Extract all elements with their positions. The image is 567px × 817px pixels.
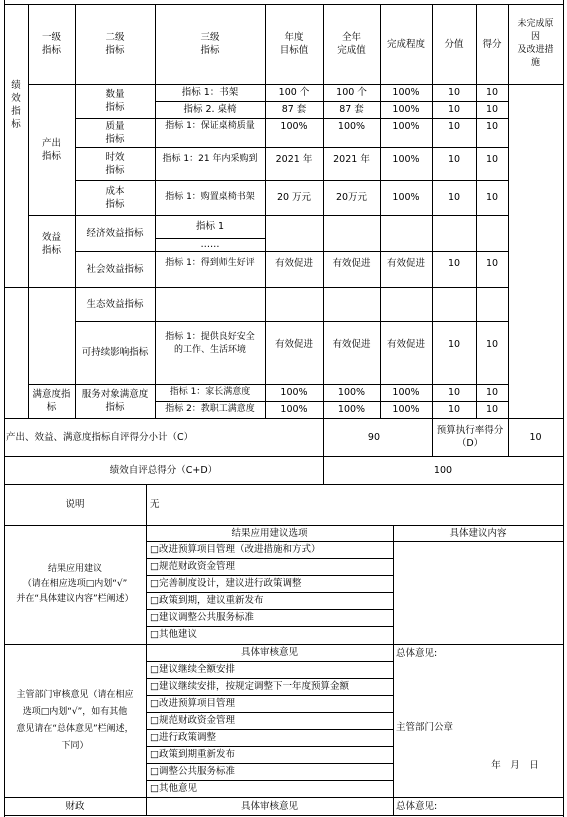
header-score: 分值 xyxy=(444,38,464,50)
row-sat2-indicator: 指标 2：教职工满意度 xyxy=(165,404,255,414)
suggestion-option[interactable]: □完善制度设计，建议进行政策调整 xyxy=(150,578,302,589)
row-q2-done: 100% xyxy=(392,104,420,115)
finance-label: 财政 xyxy=(65,800,85,812)
row-q1-score: 10 xyxy=(447,87,461,98)
row-sustain-score: 10 xyxy=(447,338,461,350)
level2-ecological: 生态效益指标 xyxy=(86,298,144,310)
level2-social: 社会效益指标 xyxy=(86,263,144,275)
row-sat2-done: 100% xyxy=(392,404,420,415)
grid-line xyxy=(563,0,564,817)
row-q1-actual: 100 个 xyxy=(336,87,367,98)
row-q1-done: 100% xyxy=(392,87,420,98)
group-satisfaction: 满意度指 标 xyxy=(32,389,71,413)
row-sat1-done: 100% xyxy=(392,387,420,398)
row-quality-got: 10 xyxy=(485,121,499,132)
row-cost-target: 20 万元 xyxy=(276,192,312,203)
row-q1-got: 10 xyxy=(485,87,499,98)
review-option[interactable]: □进行政策调整 xyxy=(150,732,216,743)
row-quality-actual: 100% xyxy=(337,121,366,132)
row-social-got: 10 xyxy=(485,257,499,269)
header-annual-target: 年度 目标值 xyxy=(279,32,309,56)
budget-execution-label: 预算执行率得分 （D） xyxy=(436,425,504,449)
row-cost-done: 100% xyxy=(392,192,420,203)
suggestion-options-title: 结果应用建议选项 xyxy=(231,527,308,539)
finance-title: 具体审核意见 xyxy=(240,800,298,812)
subtotal-value: 90 xyxy=(367,431,380,443)
review-option[interactable]: □规范财政资金管理 xyxy=(150,715,235,726)
level2-cost: 成本 指标 xyxy=(105,185,125,210)
level2-service: 服务对象满意度 指标 xyxy=(81,389,149,413)
row-quality-done: 100% xyxy=(392,121,420,132)
row-quality-indicator: 指标 1：保证桌椅质量 xyxy=(165,121,255,131)
level2-sustainable: 可持续影响指标 xyxy=(81,347,149,358)
subtotal-label: 产出、效益、满意度指标自评得分小计（C） xyxy=(6,431,194,443)
header-reason: 未完成原 因 及改进措 施 xyxy=(517,19,554,68)
review-option[interactable]: □调整公共服务标准 xyxy=(150,766,235,777)
row-econ1-indicator: 指标 1 xyxy=(195,221,225,232)
group-output: 产出 指标 xyxy=(41,137,61,162)
row-sustain-actual: 有效促进 xyxy=(332,338,371,350)
row-sat2-actual: 100% xyxy=(337,404,366,415)
level2-quantity: 数量 指标 xyxy=(105,89,125,113)
row-cost-got: 10 xyxy=(485,192,499,203)
level2-economic: 经济效益指标 xyxy=(86,227,144,239)
suggestion-option[interactable]: □其他建议 xyxy=(150,629,197,640)
group-benefit: 效益 指标 xyxy=(41,232,61,256)
review-option[interactable]: □建议继续全额安排 xyxy=(150,664,235,675)
note-label: 说明 xyxy=(65,499,85,510)
grid-line xyxy=(393,525,394,815)
budget-execution-value: 10 xyxy=(529,431,542,443)
suggestion-content-title: 具体建议内容 xyxy=(449,527,507,539)
level1-label: 绩 效 指 标 xyxy=(11,80,21,130)
header-level3: 三级 指标 xyxy=(200,32,220,56)
review-option[interactable]: □建议继续安排，按规定调整下一年度预算金额 xyxy=(150,681,349,692)
review-title: 具体审核意见 xyxy=(240,647,298,658)
row-q2-target: 87 套 xyxy=(281,104,307,115)
row-q2-got: 10 xyxy=(485,104,499,115)
level2-quality: 质量 指标 xyxy=(105,120,125,145)
review-stamp: 主管部门公章 xyxy=(396,721,454,733)
row-time-got: 10 xyxy=(485,154,499,165)
row-q2-actual: 87 套 xyxy=(339,104,364,115)
suggestion-option[interactable]: □建议调整公共服务标准 xyxy=(150,612,254,623)
header-full-year-value: 全年 完成值 xyxy=(337,32,366,56)
level2-timeliness: 时效 指标 xyxy=(105,151,125,176)
row-social-target: 有效促进 xyxy=(274,257,313,269)
row-quality-target: 100% xyxy=(280,121,308,132)
header-level1: 一级 指标 xyxy=(41,32,61,56)
row-q2-score: 10 xyxy=(447,104,461,115)
suggestion-option[interactable]: □规范财政资金管理 xyxy=(150,561,235,572)
row-econ2-indicator: …… xyxy=(200,239,220,250)
header-obtained: 得分 xyxy=(482,38,502,50)
finance-overall: 总体意见: xyxy=(396,800,438,812)
row-time-indicator: 指标 1：21 年内采购到 xyxy=(162,154,258,164)
row-cost-indicator: 指标 1：购置桌椅书架 xyxy=(165,192,255,202)
row-q1-indicator: 指标 1：书架 xyxy=(181,87,239,98)
suggestion-label: 结果应用建议 （请在相应选项□内划“√” 并在“具体建议内容”栏阐述） xyxy=(16,564,134,604)
row-sat2-target: 100% xyxy=(280,404,308,415)
header-completion: 完成程度 xyxy=(386,38,425,50)
row-social-score: 10 xyxy=(447,257,461,269)
review-label: 主管部门审核意见（请在相应 选项□内划“√”，如有其他 意见请在“总体意见”栏阐述， 下同） xyxy=(16,689,134,751)
row-sat1-indicator: 指标 1：家长满意度 xyxy=(169,387,251,397)
total-label: 绩效自评总得分（C+D） xyxy=(109,464,218,476)
review-date: 年 月 日 xyxy=(491,759,539,771)
row-social-done: 有效促进 xyxy=(386,257,425,269)
row-q1-target: 100 个 xyxy=(278,87,310,98)
row-social-actual: 有效促进 xyxy=(332,257,371,269)
review-overall: 总体意见: xyxy=(396,647,438,659)
row-cost-score: 10 xyxy=(447,192,461,203)
header-level2: 二级 指标 xyxy=(105,32,125,56)
row-sustain-got: 10 xyxy=(485,338,499,350)
row-sat1-score: 10 xyxy=(447,387,461,398)
row-sat1-got: 10 xyxy=(485,387,499,398)
row-time-score: 10 xyxy=(447,154,461,165)
row-sustain-indicator: 指标 1：提供良好安全 的工作、生活环境 xyxy=(165,332,255,355)
row-social-indicator: 指标 1：得到师生好评 xyxy=(165,257,255,268)
review-option[interactable]: □其他意见 xyxy=(150,783,197,794)
row-time-actual: 2021 年 xyxy=(333,154,370,165)
row-cost-actual: 20万元 xyxy=(335,192,368,203)
review-option[interactable]: □政策到期重新发布 xyxy=(150,749,235,760)
row-sustain-done: 有效促进 xyxy=(386,338,425,350)
grid-line xyxy=(4,815,564,816)
suggestion-option[interactable]: □改进预算项目管理（改进措施和方式） xyxy=(150,544,321,555)
row-quality-score: 10 xyxy=(447,121,461,132)
suggestion-option[interactable]: □政策到期，建议重新发布 xyxy=(150,595,264,606)
row-time-target: 2021 年 xyxy=(275,154,313,165)
row-sat2-got: 10 xyxy=(485,404,499,415)
review-option[interactable]: □改进预算项目管理 xyxy=(150,698,235,709)
row-sat1-target: 100% xyxy=(280,387,308,398)
row-sustain-target: 有效促进 xyxy=(274,338,313,350)
row-q2-indicator: 指标 2. 桌椅 xyxy=(183,104,237,115)
row-sat1-actual: 100% xyxy=(337,387,366,398)
note-value: 无 xyxy=(150,499,160,510)
row-time-done: 100% xyxy=(392,154,420,165)
total-value: 100 xyxy=(433,464,453,476)
row-sat2-score: 10 xyxy=(447,404,461,415)
